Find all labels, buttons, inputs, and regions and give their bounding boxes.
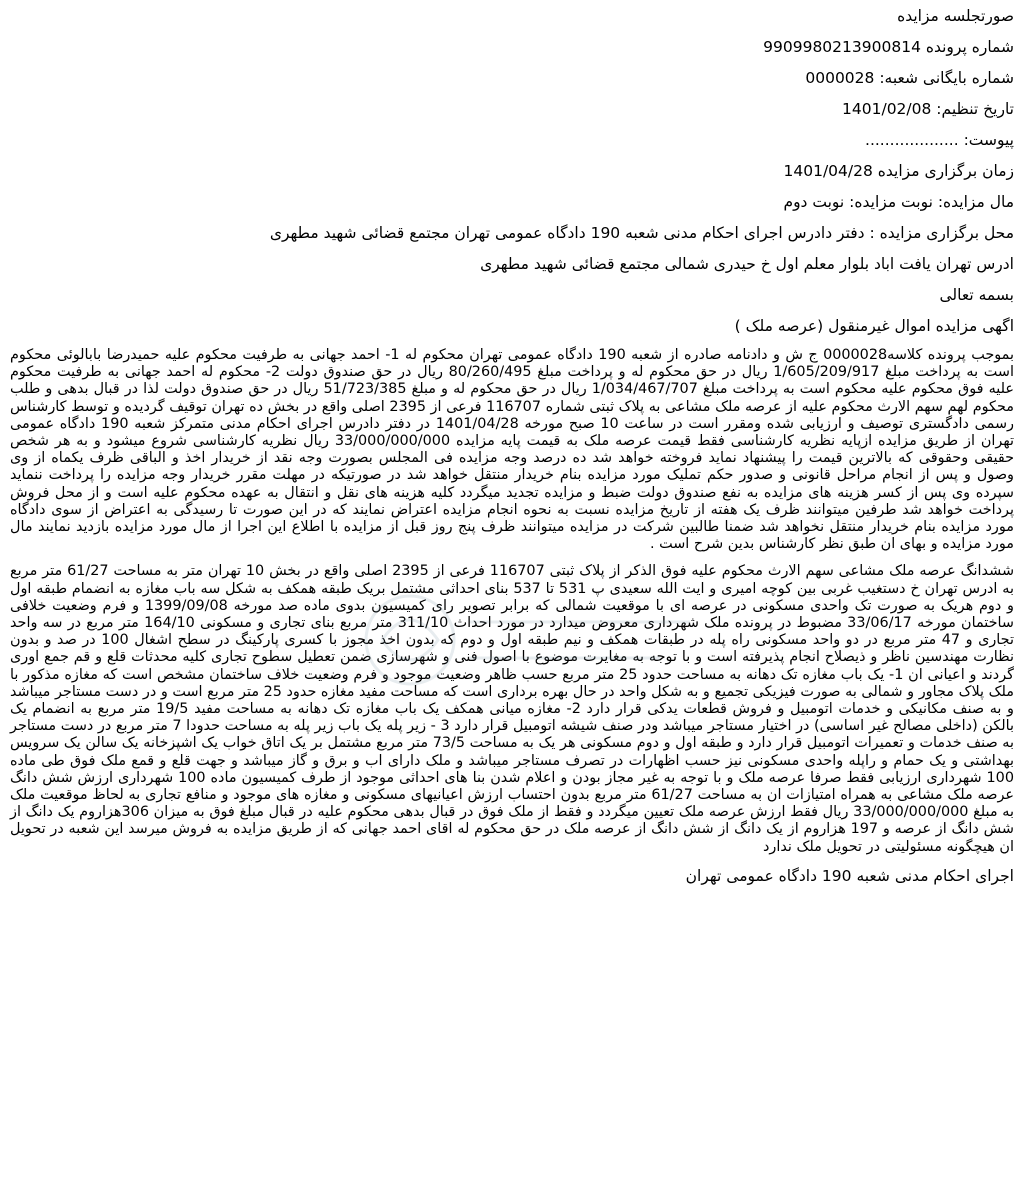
signature-line: اجرای احکام مدنی شعبه 190 دادگاه عمومی تهران [685, 866, 1014, 885]
notice-heading: اگهی مزایده اموال غیرمنقول (عرصه ملک ) [734, 317, 1014, 335]
notice-paragraph-property: ششدانگ عرصه ملک مشاعی سهم الارث محکوم علیه فوق الذکر از پلاک ثبتی 116707 فرعی از 2395 اصلی واقع در بخش 10 تهران متر به مساحت 61/27 متر مربع به ادرس تهران خ دستغیب غربی بین کوچه امیری و ایت الله سعیدی پ 531 تا 537 بنای احداثی مشتمل بریک طبقه همکف به شکل سه باب مغازه به انضمام طبقه اول و دوم هریک به صورت تک واحدی مسکونی در عرصه ای با موقعیت شمالی که برابر تصویر رای کمیسیون بدوی ماده صد مورخه 1399/09/08 و فرم وضعیت خلافی ساختمان مورخه 33/06/17 مضبوط در پرونده ملک شهرداری معروض میدارد در مورد احداث 311/10 متر مربع بنای تجاری و مسکونی 164/10 متر مربع در سه واحد تجاری و 47 متر مربع در دو واحد مسکونی راه پله در طبقات همکف و نیم طبقه اول و دوم که بدون اخذ مجوز با کسری پارکینگ در سطح اشغال 100 در صد و بدون نظارت مهندسین ناظر و ذیصلاح انجام پذیرفته است و با توجه به مغایرت موضوع با اصول فنی و شهرسازی ضمن تعطیل سطوح تجاری کلیه محدثات قلع و قم جمع اوری گردند و اعیانی ان 1- یک باب مغازه تک دهانه به مساحت حدود 25 متر مربع حسب ظاهر وضعیت موجود و فرم وضعیت خلاف ساختمان مشخص است که مغازه مذکور با ملک پلاک مجاور و شمالی به صورت فیزیکی تجمیع و به شکل واحد در حال بهره برداری است که مساحت مفید مغازه حدود 25 متر مربع است و در دست مستاجر میباشد و به صنف مکانیکی و خدمات اتومبیل و فروش قطعات یدکی قرار دارد 2- مغازه میانی همکف یک باب مغازه تک دهانه به مساحت مفید 19/5 متر مربع به انضمام یک بالکن (داخلی مصالح غیر اساسی) در اختیار مستاجر میباشد ودر صنف شیشه اتومبیل قرار دارد 3 - زیر پله یک باب زیر پله به مساحت حدودا 7 متر مربع در دست مستاجر به صنف خدمات و تعمیرات اتومبیل قرار دارد و طبقه اول و دوم مسکونی هر یک به مساحت 73/5 متر مربع مشتمل بر یک اتاق خواب یک اشپزخانه یک سالن یک سرویس بهداشتی و یک حمام و راپله واحدی مسکونی نیز حسب اظهارات در تصرف مستاجر میباشد و ملک دارای اب و برق و گاز میباشد و جهت قلع و قمع ملک فوق طی ماده 100 شهرداری ارزیابی فقط صرفا عرصه ملک و با توجه به غیر مجاز بودن و اعلام شدن بنا های احداثی موجود از طرف کمیسیون ماده 100 شهرداری ارزش شش دانگ عرصه ملک مشاعی به همراه امتیازات ان به مساحت 61/27 متر مربع بدون احتساب ارزش اعیانیهای مسکونی و مغازه های موجود و منافع تجاری به لحاظ موقعیت ملک به مبلغ 33/000/000/000 ریال فقط ارزش عرصه ملک تعیین میگردد و فقط از ملک فوق در قبال بدهی محکوم علیه در قبال مبلغ فوق به میزان 306هزاروم یک دانگ از شش دانگ از عرصه و 197 هزاروم از یک دانگ از شش دانگ از عرصه ملک در حق محکوم له اقای احمد جهانی که از طریق مزایده به فروش میرسد این شعبه در تحویل ان هیچگونه مسئولیتی در تحویل ملک ندارد [10, 563, 1015, 855]
auction-time: زمان برگزاری مزایده 1401/04/28 [783, 162, 1014, 180]
archive-number: شماره بایگانی شعبه: 0000028 [805, 69, 1014, 87]
case-number: شماره پرونده 9909980213900814 [763, 38, 1014, 56]
address-line: ادرس تهران یافت اباد بلوار معلم اول خ حیدری شمالی مجتمع قضائی شهید مطهری [480, 255, 1014, 273]
date-prepared: تاریخ تنظیم: 1401/02/08 [842, 100, 1014, 118]
document-title: صورتجلسه مزایده [897, 7, 1014, 25]
auction-round: مال مزایده: نوبت مزایده: نوبت دوم [783, 193, 1014, 211]
attachment-line: پیوست: ................... [865, 131, 1014, 149]
basmala: بسمه تعالی [939, 286, 1014, 304]
notice-paragraph-verdict: بموجب پرونده کلاسه0000028 ج ش و دادنامه صادره از شعبه 190 دادگاه عمومی تهران محکوم له 1- احمد جهانی به طرفیت محکوم علیه حمیدرضا بابالوئی محکوم است به پرداخت مبلغ 1/605/209/917 ریال در حق محکوم له و پرداخت مبلغ 80/260/495 ریال در حق صندوق دولت 2- محکوم له احمد جهانی به طرفیت محکوم علیه فوق محکوم علیه محکوم است به پرداخت مبلغ 1/034/467/707 ریال در حق محکوم له و مبلغ 51/723/385 ریال در حق صندوق دولت لذا در قبال بدهی و طلب محکوم لهم سهم الارث محکوم علیه از عرصه ملک مشاعی به پلاک ثبتی شماره 116707 فرعی از 2395 اصلی واقع در بخش ده تهران توقیف گردیده و توسط کارشناس رسمی دادگستری توصیف و ارزیابی شده ومقرر است در ساعت 10 صبح مورخه 1401/04/28 در دفتر دادرس اجرای احکام مدنی متمرکز شعبه 190 دادگاه عمومی تهران از طریق مزایده ازپایه نظریه کارشناسی فقط قیمت عرصه ملک به قیمت پایه مزایده 33/000/000/000 ریال نظریه کارشناسی شروع میشود و به هر شخص حقیقی وحقوقی که بالاترین قیمت را پیشنهاد نماید فروخته خواهد شد ده درصد وجه مزایده فی المجلس بصورت وجه نقد از خریدار اخذ و الباقی ظرف یکماه از وی وصول و پس از انجام مراحل قانونی و صدور حکم تملیک مورد مزایده بنام خریدار منتقل خواهد شد در صورتیکه در مهلت مقرر خریدار وجه مزایده را پرداخت ننماید سپرده وی پس از کسر هزینه های مزایده به نفع صندوق دولت ضبط و مزایده تجدید میگردد کلیه هزینه های نقل و انتقال به عهده محکوم علیه است و از محل فروش پرداخت خواهد شد طرفین میتوانند ظرف یک هفته از تاریخ مزایده نسبت به نحوه انجام مزایده اعتراض نمایند که در این صورت تا رسیدگی به اعتراض از سوی دادگاه مورد مزایده بنام خریدار منتقل نخواهد شد ضمنا طالبین شرکت در مزایده میتوانند ظرف پنج روز قبل از مزایده با اطلاع این اجرا از مال مورد مزایده بازدید نمایند مال مورد مزایده و بهای ان طبق نظر کارشناس بدین شرح است . [9, 347, 1014, 553]
auction-location: محل برگزاری مزایده : دفتر دادرس اجرای احکام مدنی شعبه 190 دادگاه عمومی تهران مجتمع قضائی شهید مطهری [269, 224, 1014, 242]
